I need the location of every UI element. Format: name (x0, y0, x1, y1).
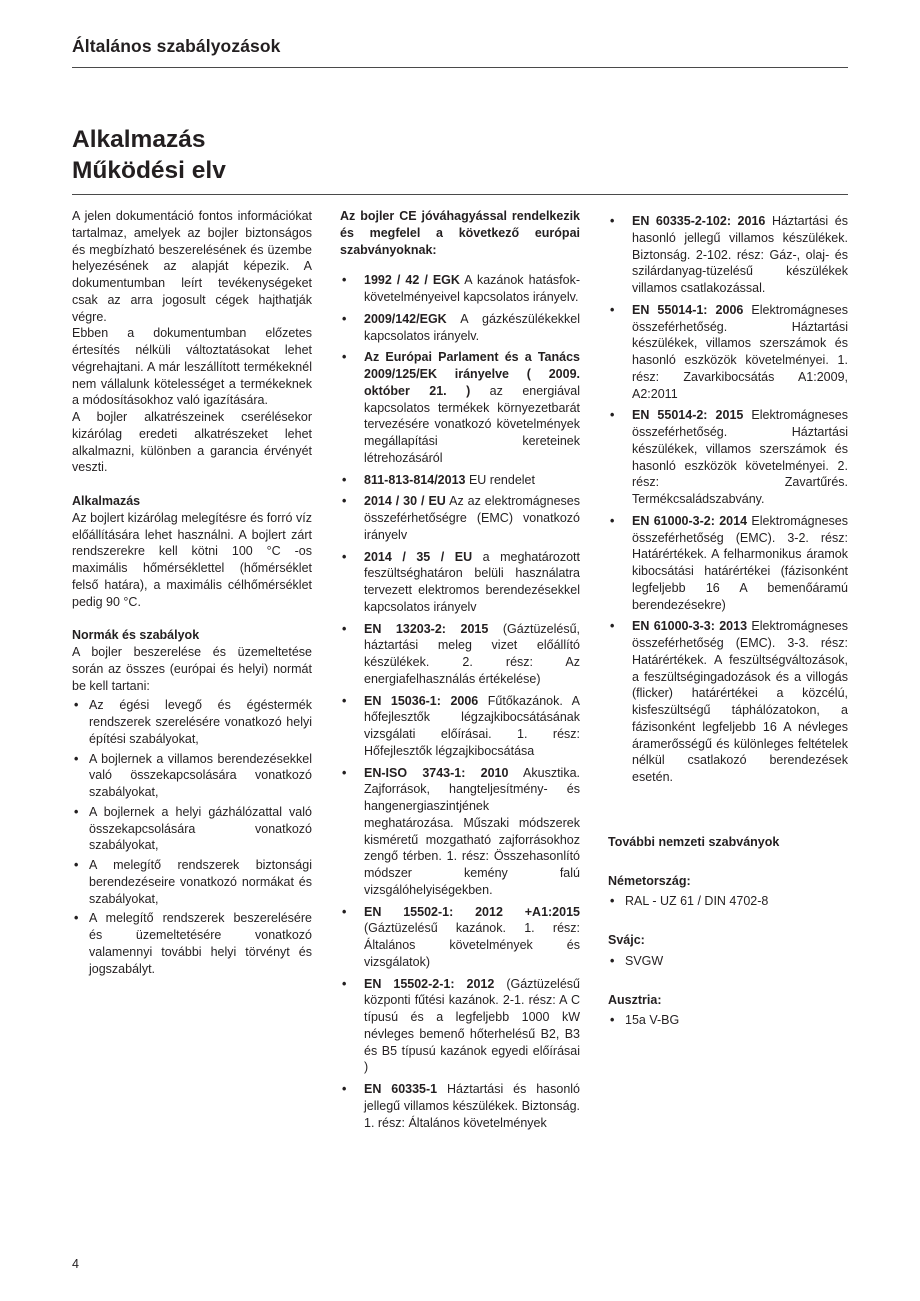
country-block-austria (608, 992, 848, 1030)
standard-code: EN 15502-2-1: 2012 (364, 976, 495, 991)
standard-code: 2014 / 35 / EU (364, 549, 473, 564)
standard-text: A gázkészülékekkel kapcsolatos irányelv. (364, 311, 580, 343)
title-rule (72, 194, 848, 195)
standard-item (340, 693, 580, 760)
country-heading-germany: Németország: (608, 873, 691, 888)
country-standards-austria (608, 1012, 848, 1029)
country-standard-item: • 15a V-BG (608, 1012, 848, 1029)
standard-item (608, 302, 848, 403)
title-block (72, 124, 848, 195)
standard-item (340, 976, 580, 1077)
standard-code: 1992 / 42 / EGK (364, 273, 460, 288)
standard-item (608, 618, 848, 786)
country-heading-switzerland: Svájc: (608, 933, 645, 948)
paragraph: A bojler alkatrészeinek cserélésekor kizárólag eredeti alkatrészeket lehet alkalmazni, különben a garancia érvényét veszti. (72, 410, 312, 475)
standard-text: Elektromágneses összeférhetőség (EMC). 3-2. rész: Határértékek. A felharmonikus áramok kibocsátási határértékei (fázisonként legfeljebb 16 A bemenőáramú berendezésekre) (632, 513, 848, 612)
standard-code: 2009/142/EGK (364, 311, 447, 326)
standard-code: EN 15502-1: 2012 +A1:2015 (364, 904, 580, 919)
standard-code: EN 55014-2: 2015 (632, 408, 744, 423)
section-heading-alkalmazas: Alkalmazás (72, 494, 141, 509)
standard-text: Háztartási és hasonló jellegű villamos készülékek. Biztonság. 1. rész: Általános követelmények (364, 1082, 580, 1130)
standard-code: EN 61000-3-2: 2014 (632, 513, 748, 528)
standard-item (340, 549, 580, 616)
standard-code: EN 15036-1: 2006 (364, 693, 479, 708)
standard-item (340, 493, 580, 543)
page-title-line2: Működési elv (72, 157, 226, 185)
standard-text: Akusztika. Zajforrások, hangteljesítmény- és hangenergiaszintjének meghatározása. Műszaki módszerek kisméretű mozgatható zajforrásokhoz zengő térben. 1. rész: Összehasonlító módszer kemény falú vizsgálóhelyiségekben. (364, 765, 580, 897)
standard-text: Elektromágneses összeférhetőség. Háztartási készülékek, villamos szerszámok és hasonló eszközök követelményei. 2. rész: Zavartűrés. Termékcsaládszabvány. (632, 408, 848, 507)
standard-text: Elektromágneses összeférhetőség (EMC). 3-3. rész: Határértékek. A feszültségváltozások, a feszültségingadozások és a villogás (flicker) határértékei a közcélú, kisfeszültségű táphálózatokon, a fázisonként legfeljebb 16 A névleges áramerősségű és különleges feltételek nélkül csatlakozó berendezések esetén. (632, 619, 848, 785)
column-left (72, 208, 312, 1131)
rule-item: • A melegítő rendszerek biztonsági berendezéseire vonatkozó normákat és szabályokat, (72, 857, 312, 907)
country-block-switzerland (608, 932, 848, 970)
standards-list-en (608, 213, 848, 786)
paragraph: Ebben a dokumentumban előzetes értesítés nélküli változtatásokat lehet végrehajtani. A már leszállított termékeknél nem vállalunk kötelességet a termékeknek a módosításokhoz való igazítására. (72, 326, 312, 408)
standard-text: az energiával kapcsolatos termékek környezetbarát tervezésére vonatkozó követelmények megállapítási kereteinek létrehozásáról (364, 383, 580, 465)
standard-item (340, 349, 580, 466)
country-standards-germany (608, 893, 848, 910)
section-text-alkalmazas: Az bojlert kizárólag melegítésre és forró víz előállítására lehet használni. A bojlert zárt rendszerekre kell kötni 100 °C -os maximális hőmérséklettel (hőmérséklet felső határa), a maximális célhőmérséklet pedig 90 °C. (72, 510, 312, 609)
standard-code: EN 60335-1 (364, 1082, 438, 1097)
country-heading-austria: Ausztria: (608, 992, 662, 1007)
standard-code: 811-813-814/2013 (364, 472, 466, 487)
standards-list-eu (340, 272, 580, 1131)
standard-item (608, 407, 848, 508)
rule-item: • A melegítő rendszerek beszerelésére és üzemeltetésére vonatkozó valamennyi további helyi törvényt és jogszabályt. (72, 910, 312, 977)
column-right (608, 208, 848, 1131)
country-standard-item: • RAL - UZ 61 / DIN 4702-8 (608, 893, 848, 910)
standard-text: (Gáztüzelésű központi fűtési kazánok. 2-1. rész: A C típusú és a legfeljebb 1000 kW névleges bemenő hőterhelésű B2, B3 és B5 típusú kazánok egyedi előírásai ) (364, 976, 580, 1075)
page-header: Általános szabályozások (72, 36, 281, 56)
standard-item (340, 765, 580, 899)
standard-text: A kazánok hatásfok-követelményeivel kapcsolatos irányelv. (364, 273, 581, 305)
standard-text: (Gáztüzelésű, háztartási meleg vizet előállító készülékek. 2. rész: Az energiafelhasználás értékelése) (364, 621, 581, 686)
standard-item (340, 272, 580, 306)
standard-code: EN 13203-2: 2015 (364, 621, 489, 636)
header-rule (72, 67, 848, 68)
standard-text: Fűtőkazánok. A hőfejlesztők légzajkibocsátásának vizsgálati előírásai. 1. rész: Hőfejlesztők légzajkibocsátása (364, 693, 581, 758)
page-title-line1: Alkalmazás (72, 126, 206, 153)
standard-item (340, 621, 580, 688)
rule-item: • A bojlernek a helyi gázhálózattal való összekapcsolására vonatkozó szabályokat, (72, 804, 312, 854)
country-standards-switzerland (608, 953, 848, 970)
standard-code: EN 55014-1: 2006 (632, 302, 744, 317)
standard-code: EN 60335-2-102: 2016 (632, 214, 766, 229)
paragraph: A jelen dokumentáció fontos információkat tartalmaz, amelyek az bojler biztonságos és megbízható beszerelésének és üzembe helyezésének az alapját képezik. A dokumentumban leírt tevékenységeket csak az arra jogosult cégek hajthatják végre. (72, 209, 312, 324)
rule-item: • Az égési levegő és égéstermék rendszerek szerelésére vonatkozó helyi építési szabályokat, (72, 697, 312, 747)
page-number: 4 (72, 1257, 79, 1271)
national-standards-heading: További nemzeti szabványok (608, 834, 780, 849)
standard-item (340, 311, 580, 345)
standards-intro: Az bojler CE jóváhagyással rendelkezik és megfelel a következő európai szabványoknak: (340, 209, 580, 257)
rule-item: • A bojlernek a villamos berendezésekkel való összekapcsolására vonatkozó szabályokat, (72, 751, 312, 801)
standard-item (340, 472, 580, 489)
section-heading-normak: Normák és szabályok (72, 628, 200, 643)
document-header (72, 36, 848, 68)
content-columns (72, 208, 848, 1131)
standard-code: EN 61000-3-3: 2013 (632, 619, 748, 634)
rules-list (72, 697, 312, 977)
standard-text: EU rendelet (465, 472, 535, 487)
standard-text: (Gáztüzelésű kazánok. 1. rész: Általános követelmények és vizsgálatok) (364, 921, 580, 969)
column-middle (340, 208, 580, 1131)
section-intro-normak: A bojler beszerelése és üzemeltetése során az összes (európai és helyi) normát be kell tartani: (72, 645, 312, 693)
standard-code: 2014 / 30 / EU (364, 494, 446, 509)
standard-code: EN-ISO 3743-1: 2010 (364, 765, 509, 780)
country-standard-item: • SVGW (608, 953, 848, 970)
country-block-germany (608, 873, 848, 911)
standard-code: Az Európai Parlament és a Tanács 2009/125/EK irányelve ( 2009. október 21. ) (364, 350, 580, 398)
standard-text: Elektromágneses összeférhetőség. Háztartási készülékek, villamos szerszámok és hasonló eszközök követelményei. 1. rész: Zavarkibocsátás A1:2009, A2:2011 (632, 302, 848, 401)
standard-item (340, 904, 580, 971)
standard-text: Az az elektromágneses összeférhetőségre (EMC) vonatkozó irányelv (364, 494, 580, 542)
standard-text: Háztartási és hasonló jellegű villamos készülékek. Biztonság. 2-102. rész: Gáz-, olaj- és szilárdanyag-tüzelésű készülékek villamos csatlakozással. (632, 214, 848, 296)
standard-item (608, 213, 848, 297)
standard-item (340, 1081, 580, 1131)
standard-text: a meghatározott feszültséghatáron belüli használatra tervezett elektromos berendezésekkel kapcsolatos irányelv (364, 549, 580, 614)
standard-item (608, 513, 848, 614)
